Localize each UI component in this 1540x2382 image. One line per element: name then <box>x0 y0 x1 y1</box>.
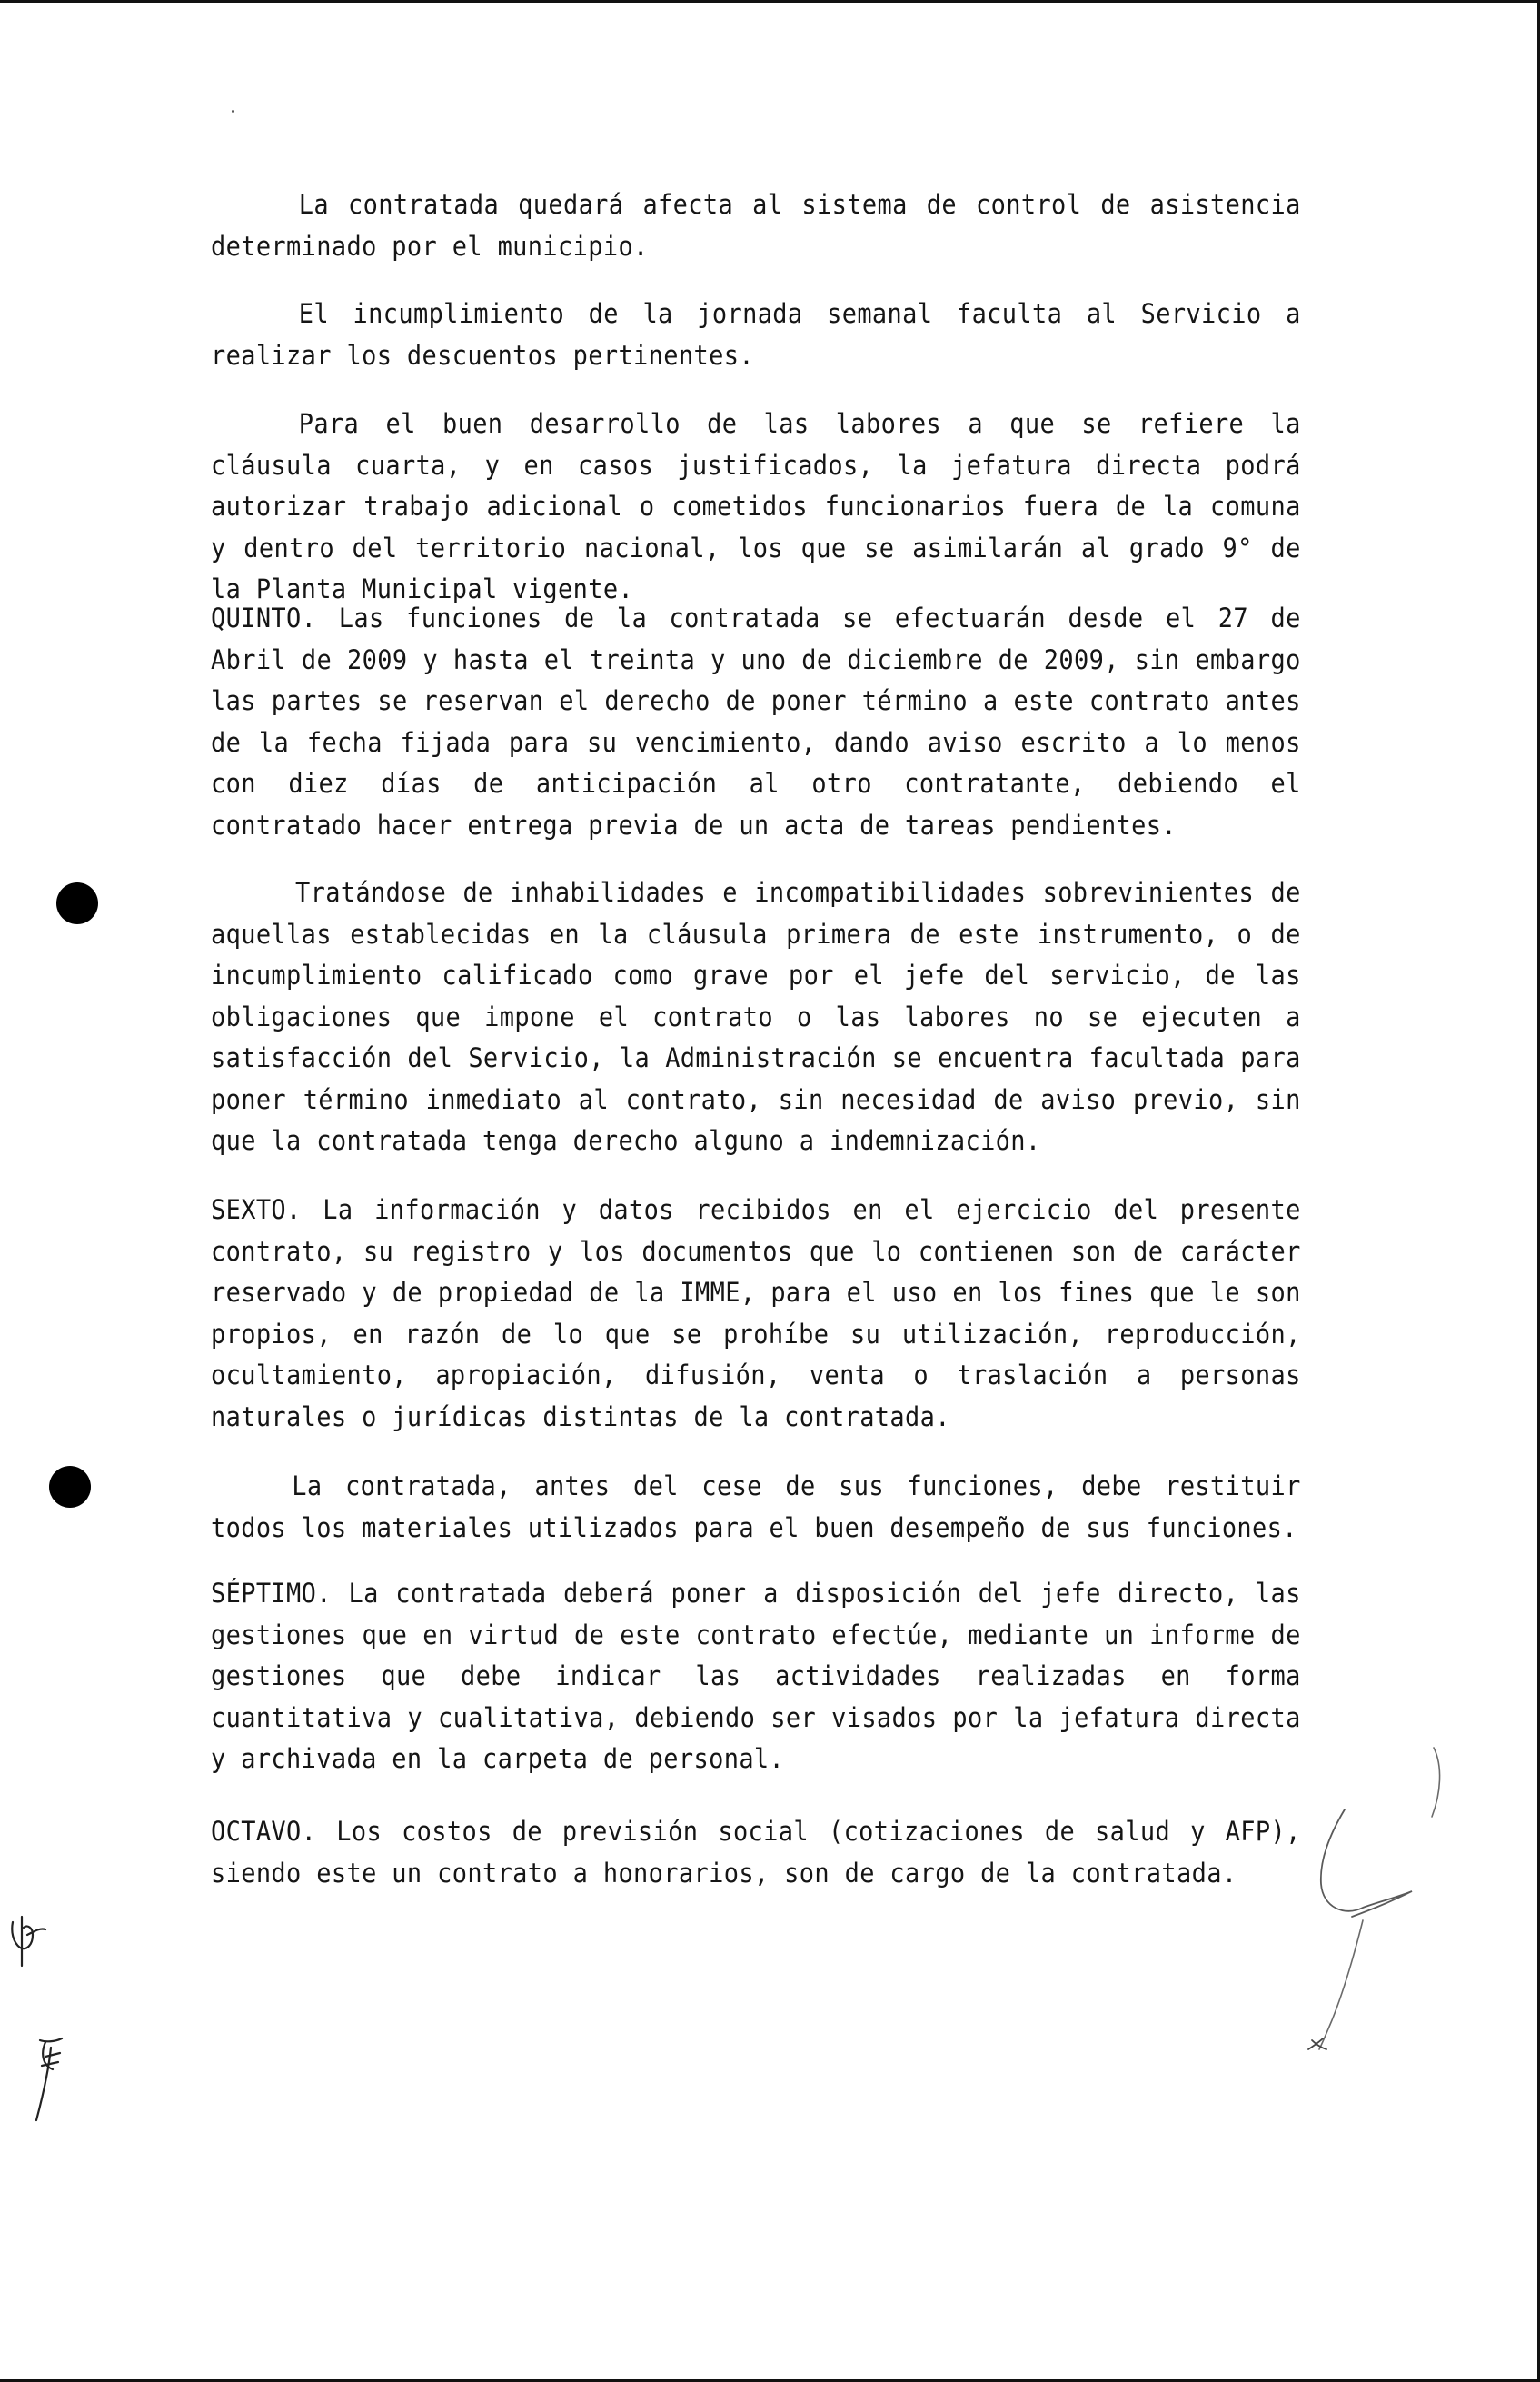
clause-text: La contratada deberá poner a disposición del jefe directo, las gestiones que en virtud de este contrato efectúe, mediante un informe de gestiones que debe indicar las actividades realizadas en forma cuantitativa y cualitativa, debiendo ser visados por la jefatura directa y archivada en la carpeta de personal. <box>211 1578 1301 1774</box>
margin-initials-lower <box>18 2029 82 2129</box>
paragraph-inhabilidades <box>211 872 1301 1162</box>
clause-septimo <box>211 1573 1301 1780</box>
clause-heading: SÉPTIMO. <box>211 1578 332 1609</box>
paragraph-text: Para el buen desarrollo de las labores a que se refiere la cláusula cuarta, y en casos justificados, la jefatura directa podrá autorizar trabajo adicional o cometidos funcionarios fuera de la comuna y dentro del territorio nacional, los que se asimilarán al grado 9° de la Planta Municipal vigente. <box>211 408 1301 604</box>
paragraph-cometidos <box>211 404 1301 611</box>
clause-quinto <box>211 598 1301 846</box>
clause-sexto <box>211 1190 1301 1438</box>
paragraph-asistencia <box>211 184 1301 267</box>
paragraph-text: La contratada quedará afecta al sistema de control de asistencia determinado por el municipio. <box>211 189 1301 262</box>
clause-octavo <box>211 1811 1301 1894</box>
clause-heading: QUINTO. <box>211 603 317 633</box>
punch-hole-lower <box>49 1466 91 1508</box>
paragraph-text: El incumplimiento de la jornada semanal faculta al Servicio a realizar los descuentos pertinentes. <box>211 298 1301 371</box>
punch-hole-upper <box>56 882 98 924</box>
paragraph-jornada <box>211 294 1301 376</box>
signature <box>1217 1729 1454 2075</box>
paragraph-restituir <box>211 1466 1301 1549</box>
paragraph-text: Tratándose de inhabilidades e incompatibilidades sobrevinientes de aquellas establecidas en la cláusula primera de este instrumento, o de incumplimiento calificado como grave por el jefe del servicio, de las obligaciones que impone el contrato o las labores no se ejecuten a satisfacción del Servicio, la Administración se encuentra facultada para poner término inmediato al contrato, sin necesidad de aviso previo, sin que la contratada tenga derecho alguno a indemnización. <box>211 877 1301 1156</box>
clause-text: La información y datos recibidos en el ejercicio del presente contrato, su registro y los documentos que lo contienen son de carácter reservado y de propiedad de la IMME, para el uso en los fines que le son propios, en razón de lo que se prohíbe su utilización, reproducción, ocultamiento, apropiación, difusión, venta o traslación a personas naturales o jurídicas distintas de la contratada. <box>211 1194 1301 1432</box>
margin-initials-upper <box>0 1911 64 1993</box>
clause-heading: OCTAVO. <box>211 1816 317 1847</box>
clause-text: Los costos de previsión social (cotizaciones de salud y AFP), siendo este un contrato a honorarios, son de cargo de la contratada. <box>211 1816 1301 1889</box>
clause-heading: SEXTO. <box>211 1194 302 1225</box>
scan-speck <box>232 110 234 113</box>
clause-text: Las funciones de la contratada se efectuarán desde el 27 de Abril de 2009 y hasta el treinta y uno de diciembre de 2009, sin embargo las partes se reservan el derecho de poner término a este contrato antes de la fecha fijada para su vencimiento, dando aviso escrito a lo menos con diez días de anticipación al otro contratante, debiendo el contratado hacer entrega previa de un acta de tareas pendientes. <box>211 603 1301 841</box>
paragraph-text: La contratada, antes del cese de sus funciones, debe restituir todos los materiales utilizados para el buen desempeño de sus funciones. <box>211 1470 1301 1543</box>
